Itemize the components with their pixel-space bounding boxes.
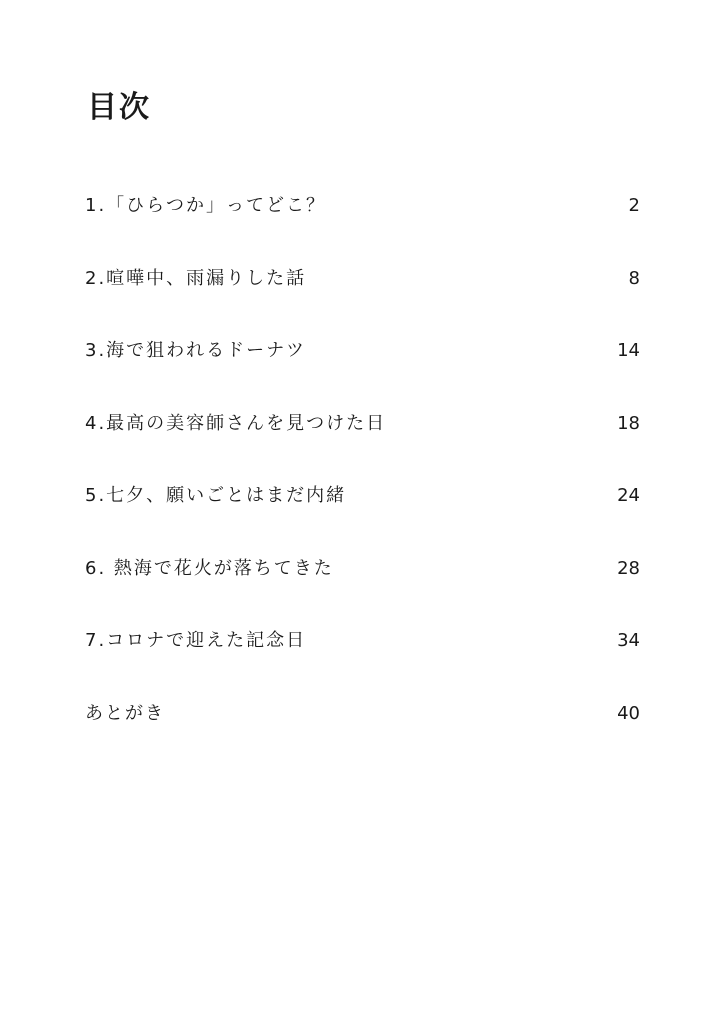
toc-entry <box>85 243 640 316</box>
toc-entry-title: 4.最高の美容師さんを見つけた日 <box>85 412 387 434</box>
toc-entry-title: 1.「ひらつか」ってどこ？ <box>85 195 326 217</box>
toc-entry <box>85 460 640 533</box>
toc-entry-page: 8 <box>628 267 640 289</box>
toc-entry-title: 2.喧嘩中、雨漏りした話 <box>85 267 307 289</box>
toc-entry <box>85 533 640 606</box>
toc-entry-title: あとがき <box>85 702 165 724</box>
toc-entry-page: 34 <box>617 630 640 652</box>
page-title: 目次 <box>87 90 151 125</box>
toc-entry-page: 14 <box>617 340 640 362</box>
toc-entry <box>85 315 640 388</box>
toc-entry-title: 3.海で狙われるドーナツ <box>85 340 306 362</box>
toc-entry <box>85 678 640 751</box>
toc-entry-page: 28 <box>617 557 640 579</box>
toc-entry <box>85 170 640 243</box>
toc-entry <box>85 388 640 461</box>
toc-entry-title: 5.七夕、願いごとはまだ内緒 <box>85 485 347 507</box>
table-of-contents <box>85 170 640 750</box>
toc-entry-title: 7.コロナで迎えた記念日 <box>85 630 307 652</box>
toc-entry-title: 6. 熱海で花火が落ちてきた <box>85 557 334 579</box>
toc-entry-page: 24 <box>617 485 640 507</box>
toc-entry-page: 40 <box>617 702 640 724</box>
toc-entry <box>85 605 640 678</box>
toc-entry-page: 18 <box>617 412 640 434</box>
toc-entry-page: 2 <box>628 195 640 217</box>
